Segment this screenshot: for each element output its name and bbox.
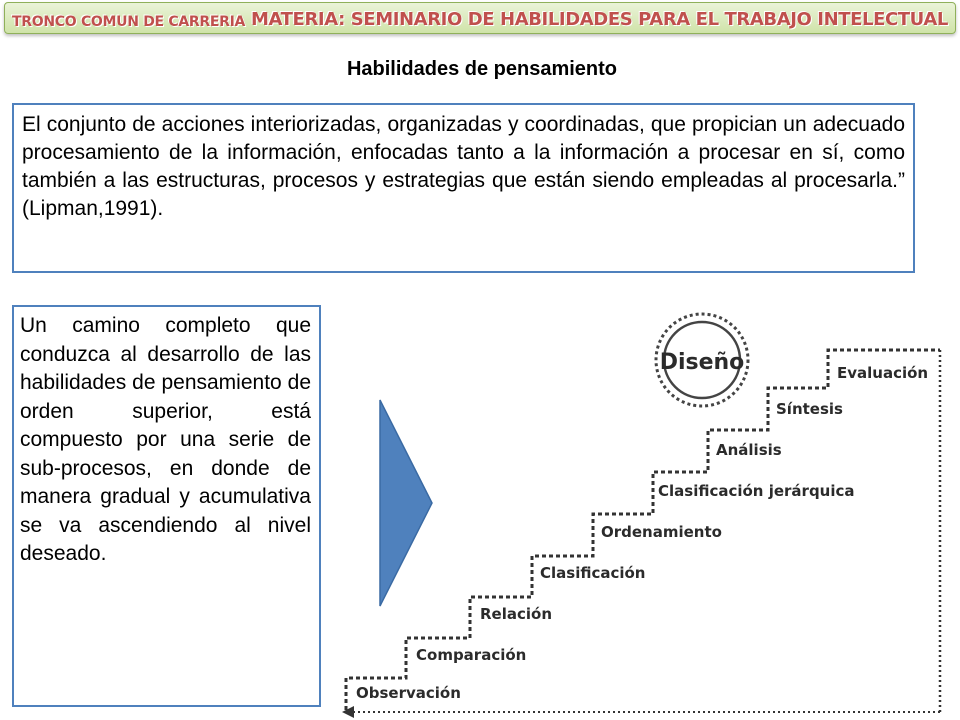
diseno-badge bbox=[656, 314, 748, 406]
header-banner bbox=[4, 2, 956, 34]
step-analisis: Análisis bbox=[716, 441, 782, 459]
step-sintesis: Síntesis bbox=[776, 400, 843, 418]
step-relacion: Relación bbox=[480, 605, 553, 623]
skills-staircase-diagram bbox=[340, 300, 952, 720]
course-label: TRONCO COMUN DE CARRERIA bbox=[12, 14, 246, 30]
badge-label: Diseño bbox=[659, 350, 745, 375]
step-comparacion: Comparación bbox=[416, 646, 527, 664]
definition-box: El conjunto de acciones interiorizadas, organizadas y coordinadas, que propician un adecuado procesamiento de la información, enfocadas tanto a la información a procesar en sí, como también a las estructuras, procesos y estrategias que están siendo empleadas al procesarla.” (Lipman,1991). bbox=[12, 103, 915, 273]
step-clasificacion-jerarquica: Clasificación jerárquica bbox=[658, 482, 855, 500]
step-observacion: Observación bbox=[356, 684, 461, 702]
page-title: Habilidades de pensamiento bbox=[346, 58, 618, 80]
step-clasificacion: Clasificación bbox=[540, 564, 646, 582]
step-evaluacion: Evaluación bbox=[837, 364, 929, 382]
subject-label: MATERIA: SEMINARIO DE HABILIDADES PARA EL TRABAJO INTELECTUAL bbox=[251, 9, 948, 30]
return-arrow-icon bbox=[342, 706, 354, 718]
path-description-box: Un camino completo que conduzca al desarrollo de las habilidades de pensamiento de orden superior, está compuesto por una serie de sub-procesos, en donde de manera gradual y acumulativa se va ascendiendo al nivel deseado. bbox=[12, 305, 321, 707]
step-ordenamiento: Ordenamiento bbox=[601, 523, 722, 541]
